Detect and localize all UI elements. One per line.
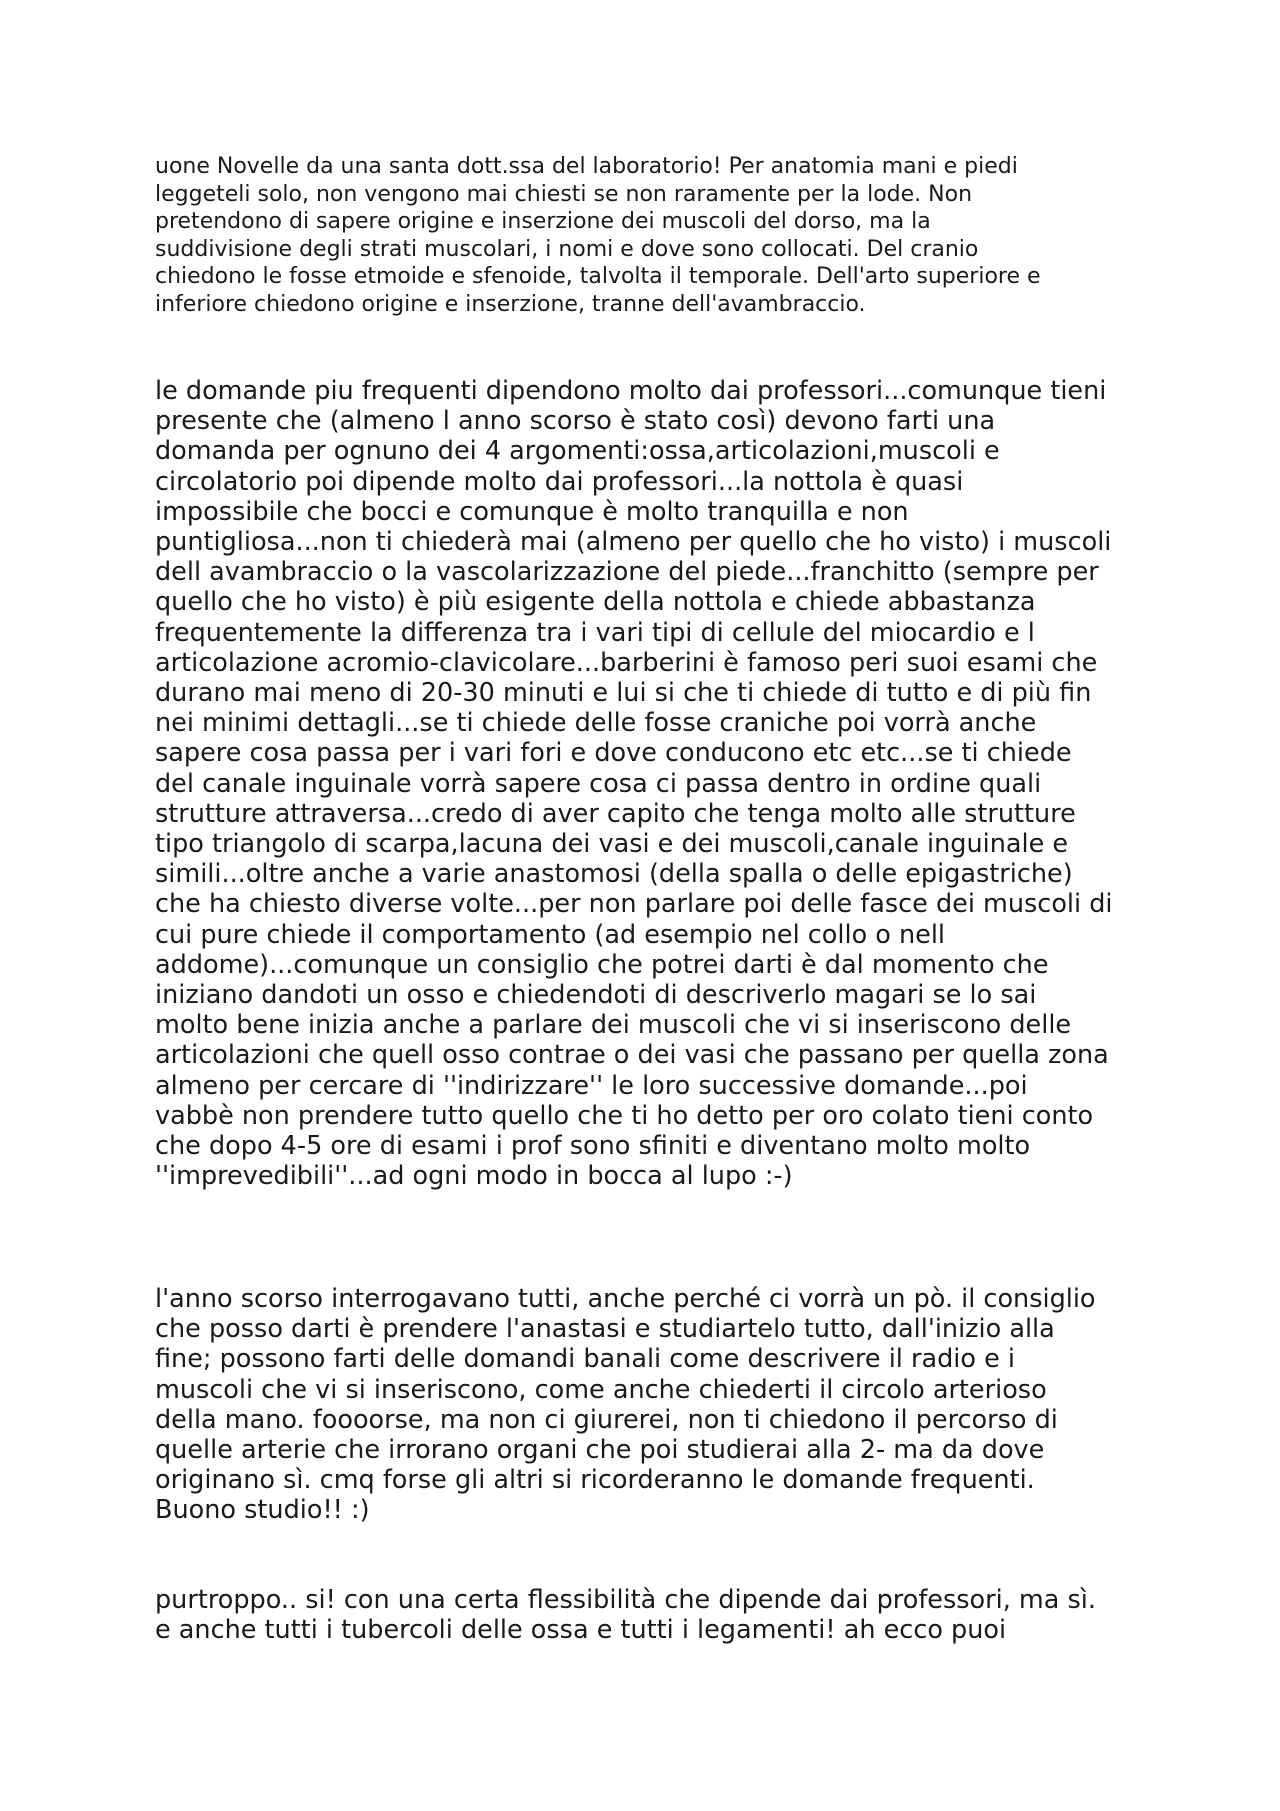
- text-line: cui pure chiede il comportamento (ad esempio nel collo o nell: [155, 919, 946, 950]
- text-line: vabbè non prendere tutto quello che ti ho detto per oro colato tieni conto: [155, 1100, 1094, 1131]
- text-line: fine; possono farti delle domandi banali come descrivere il radio e i: [155, 1344, 1015, 1375]
- text-line: chiedono le fosse etmoide e sfenoide, talvolta il temporale. Dell'arto superiore e: [155, 264, 1041, 289]
- paragraph-frequent-questions: [155, 376, 1112, 1191]
- text-line: simili...oltre anche a varie anastomosi (della spalla o delle epigastriche): [155, 859, 1073, 890]
- text-line: nei minimi dettagli...se ti chiede delle fosse craniche poi vorrà anche: [155, 708, 1037, 739]
- text-line: che dopo 4-5 ore di esami i prof sono sfiniti e diventano molto molto: [155, 1131, 1031, 1162]
- text-line: le domande piu frequenti dipendono molto dai professori...comunque tieni: [155, 376, 1107, 406]
- text-line: e anche tutti i tubercoli delle ossa e tutti i legamenti! ah ecco puoi: [155, 1615, 1007, 1646]
- text-line: presente che (almeno l anno scorso è stato così) devono farti una: [155, 406, 996, 437]
- text-line: impossibile che bocci e comunque è molto tranquilla e non: [155, 496, 909, 527]
- text-line: articolazioni che quell osso contrae o dei vasi che passano per quella zona: [155, 1040, 1109, 1071]
- text-line: articolazione acromio-clavicolare...barberini è famoso peri suoi esami che: [155, 647, 1098, 678]
- text-line: sapere cosa passa per i vari fori e dove conducono etc etc...se ti chiede: [155, 738, 1072, 769]
- text-line: puntigliosa...non ti chiederà mai (almeno per quello che ho visto) i muscoli: [155, 527, 1112, 558]
- text-line: dell avambraccio o la vascolarizzazione del piede...franchitto (sempre per: [155, 557, 1099, 588]
- text-line: circolatorio poi dipende molto dai professori...la nottola è quasi: [155, 466, 964, 497]
- text-line: domanda per ognuno dei 4 argomenti:ossa,articolazioni,muscoli e: [155, 436, 1000, 467]
- text-line: che posso darti è prendere l'anastasi e studiartelo tutto, dall'inizio alla: [155, 1314, 1055, 1345]
- text-line: muscoli che vi si inseriscono, come anche chiederti il circolo arterioso: [155, 1374, 1047, 1405]
- text-line: durano mai meno di 20-30 minuti e lui si che ti chiede di tutto e di più fin: [155, 678, 1092, 709]
- text-line: frequentemente la differenza tra i vari tipi di cellule del miocardio e l: [155, 617, 1035, 648]
- paragraph-tubercles-ligaments: [155, 1585, 1096, 1645]
- paragraph-last-year-advice: [155, 1284, 1096, 1526]
- text-line: strutture attraversa...credo di aver capito che tenga molto alle strutture: [155, 798, 1076, 829]
- text-line: inferiore chiedono origine e inserzione, tranne dell'avambraccio.: [155, 291, 866, 317]
- text-line: che ha chiesto diverse volte...per non parlare poi delle fasce dei muscoli di: [155, 889, 1113, 920]
- text-line: quello che ho visto) è più esigente della nottola e chiede abbastanza: [155, 587, 1036, 618]
- text-line: molto bene inizia anche a parlare dei muscoli che vi si inseriscono delle: [155, 1010, 1072, 1041]
- text-line: l'anno scorso interrogavano tutti, anche perché ci vorrà un pò. il consiglio: [155, 1284, 1096, 1314]
- text-line: quelle arterie che irrorano organi che poi studierai alla 2- ma da dove: [155, 1435, 1045, 1466]
- text-line: Buono studio!! :): [155, 1495, 370, 1526]
- text-line: originano sì. cmq forse gli altri si ricorderanno le domande frequenti.: [155, 1465, 1035, 1496]
- text-line: uone Novelle da una santa dott.ssa del laboratorio! Per anatomia mani e piedi: [155, 154, 1018, 179]
- text-line: purtroppo.. si! con una certa flessibilità che dipende dai professori, ma sì.: [155, 1585, 1096, 1615]
- paragraph-exam-tips-lab: [155, 153, 1041, 318]
- text-line: addome)...comunque un consiglio che potrei darti è dal momento che: [155, 949, 1049, 980]
- text-line: leggeteli solo, non vengono mai chiesti se non raramente per la lode. Non: [155, 181, 973, 207]
- text-line: della mano. foooorse, ma non ci giurerei, non ti chiedono il percorso di: [155, 1404, 1058, 1435]
- text-line: iniziano dandoti un osso e chiedendoti di descriverlo magari se lo sai: [155, 980, 1037, 1011]
- text-line: almeno per cercare di ''indirizzare'' le loro successive domande...poi: [155, 1070, 1028, 1101]
- text-line: suddivisione degli strati muscolari, i nomi e dove sono collocati. Del cranio: [155, 236, 979, 262]
- text-line: del canale inguinale vorrà sapere cosa ci passa dentro in ordine quali: [155, 768, 1042, 799]
- text-line: tipo triangolo di scarpa,lacuna dei vasi e dei muscoli,canale inguinale e: [155, 829, 1069, 860]
- text-line: ''imprevedibili''...ad ogni modo in bocca al lupo :-): [155, 1161, 793, 1192]
- text-line: pretendono di sapere origine e inserzione dei muscoli del dorso, ma la: [155, 209, 931, 234]
